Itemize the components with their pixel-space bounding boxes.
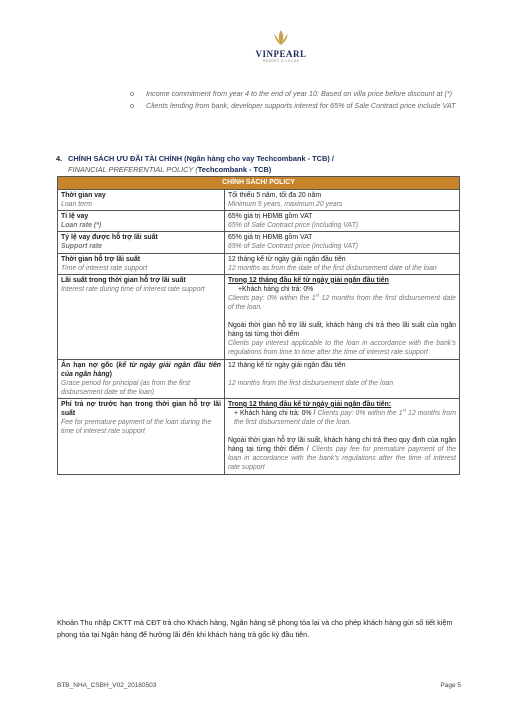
- value-pay-en-a: Clients pay: 0% within the 1: [315, 409, 403, 417]
- value-vi: 65% giá trị HĐMB gồm VAT: [228, 213, 313, 221]
- value-pay-en-sup: st: [315, 292, 320, 298]
- value-vi: 12 tháng kể từ ngày giải ngân đầu tiên: [228, 255, 346, 263]
- value-heading: Trong 12 tháng đầu kể từ ngày giải ngân đầu tiên:: [228, 400, 392, 408]
- label-en: Time of interest rate support: [61, 264, 148, 272]
- document-code: BTB_NHA_CSBH_V02_20180503: [57, 682, 157, 689]
- section-title-en: FINANCIAL PREFERENTIAL POLICY (: [68, 164, 198, 174]
- label-en: Support rate: [61, 243, 102, 251]
- label-en: Grace period for principal (as from the first disbursement date of the loan): [61, 379, 191, 396]
- value-en: 12 months as from the date of the first disbursement date of the loan: [228, 264, 437, 272]
- list-item: [130, 89, 470, 99]
- table-row: [58, 253, 460, 274]
- label-en: Fee for premature payment of the loan during the time of interest rate support: [61, 419, 212, 436]
- value-out-en: Clients pay fee for premature payment of the loan in accordance with the bank's regulations after the time of interest rate support: [228, 446, 456, 472]
- value-heading: Trong 12 tháng đầu kể từ ngày giải ngân đầu tiên: [228, 276, 389, 284]
- table-row: [58, 274, 460, 359]
- table-row: [58, 359, 460, 398]
- policy-table: [57, 176, 460, 475]
- value-pay: [228, 409, 456, 427]
- bullet-marker: o: [130, 89, 134, 98]
- closing-paragraph: Khoản Thu nhập CKTT mà CĐT trả cho Khách hàng, Ngân hàng sẽ phong tỏa lại và cho phép khách hàng gửi số tiết kiệm phong tỏa tại Ngân hàng để hưởng lãi đến khi khách hàng trả gốc kỳ đầu tiên.: [57, 618, 453, 639]
- section-title-en-end: ): [268, 164, 272, 174]
- section-number: 4.: [56, 154, 63, 163]
- bullet-text: Income commitment from year 4 to the end of year 10: Based on villa price before discount at (*): [146, 89, 453, 98]
- bullet-list: [130, 89, 470, 113]
- value-pay: +Khách hàng chi trả: 0%: [238, 285, 314, 293]
- logo-subtitle: RESORT & VILLAS: [262, 59, 300, 63]
- value-pay-vi: + Khách hàng chi trả: 0% /: [234, 409, 316, 417]
- label-vi: Tỉ lệ vay: [61, 213, 89, 221]
- label-en: Loan term: [61, 201, 93, 209]
- page-footer: [57, 682, 461, 689]
- section-title-vi: CHÍNH SÁCH ƯU ĐÃI TÀI CHÍNH (Ngân hàng cho vay Techcombank - TCB) /: [68, 154, 334, 163]
- value-pay-en-b: 12 months from the first disbursement date of the loan.: [228, 294, 456, 312]
- value-en: Minimum 5 years, maximum 20 years: [228, 201, 343, 209]
- label-vi: Tỷ lệ vay được hỗ trợ lãi suất: [61, 234, 158, 242]
- value-pay-en-b: 12 months from the first disbursement date of the loan.: [234, 409, 457, 427]
- value-out: [228, 436, 456, 472]
- vinpearl-logo: [246, 28, 316, 63]
- table-row: [58, 232, 460, 253]
- bullet-text: Clients lending from bank, developer supports interest for 65% of Sale Contract price include VAT: [146, 101, 456, 110]
- list-item: [130, 101, 470, 111]
- table-row: [58, 398, 460, 474]
- bullet-marker: o: [130, 101, 134, 110]
- value-vi: 65% giá trị HĐMB gồm VAT: [228, 234, 313, 242]
- value-en: 65% of Sale Contract price (including VAT): [228, 222, 359, 230]
- value-pay-en: [228, 294, 456, 312]
- value-out-vi: Ngoài thời gian hỗ trợ lãi suất, khách hàng chi trả theo lãi suất của ngân hàng tại từng thời điểm: [228, 322, 456, 339]
- value-out-vi: Ngoài thời gian hỗ trợ lãi suất, khách hàng chi trả theo quy định của ngân hàng tại từng thời điểm /: [228, 437, 456, 454]
- label-en: Interest rate during time of interest rate support: [61, 285, 205, 293]
- table-row: [58, 211, 460, 232]
- lotus-icon: [270, 28, 292, 48]
- value-en: 12 months from the first disbursement date of the loan: [228, 379, 394, 387]
- section-heading: [56, 154, 448, 175]
- table-row: [58, 190, 460, 211]
- label-en: Loan rate (*): [61, 222, 102, 230]
- label-vi: [61, 361, 221, 379]
- logo-brand: VINPEARL: [255, 49, 307, 59]
- label-vi: Thời gian hỗ trợ lãi suất: [61, 255, 141, 263]
- table-header-row: [58, 177, 460, 190]
- value-out-en: Clients pay interest applicable to the loan in accordance with the bank's regulations from time to time after the time of interest rate support: [228, 340, 456, 357]
- value-pay-en-sup: st: [402, 407, 406, 413]
- label-vi-b: ): [109, 370, 112, 378]
- section-title-en-bank: Techcombank - TCB: [197, 164, 269, 174]
- label-vi: Thời gian vay: [61, 192, 106, 199]
- value-vi: 12 tháng kể từ ngày giải ngân đầu tiên: [228, 361, 346, 369]
- label-vi: Phí trả nợ trước hạn trong thời gian hỗ trợ lãi suất: [61, 400, 221, 417]
- page-number: Page 5: [440, 682, 461, 689]
- value-pay-en-a: Clients pay: 0% within the 1: [228, 294, 316, 302]
- label-vi-italic: kể từ ngày giải ngân đầu tiên của ngân hàng: [61, 361, 222, 378]
- value-vi: Tối thiểu 5 năm, tối đa 20 năm: [228, 192, 322, 199]
- label-vi-a: Ân hạn nợ gốc (: [61, 361, 119, 369]
- value-en: 65% of Sale Contract price (including VAT): [228, 243, 359, 251]
- label-vi: Lãi suất trong thời gian hỗ trợ lãi suất: [61, 276, 186, 284]
- table-header: CHÍNH SÁCH/ POLICY: [58, 177, 460, 190]
